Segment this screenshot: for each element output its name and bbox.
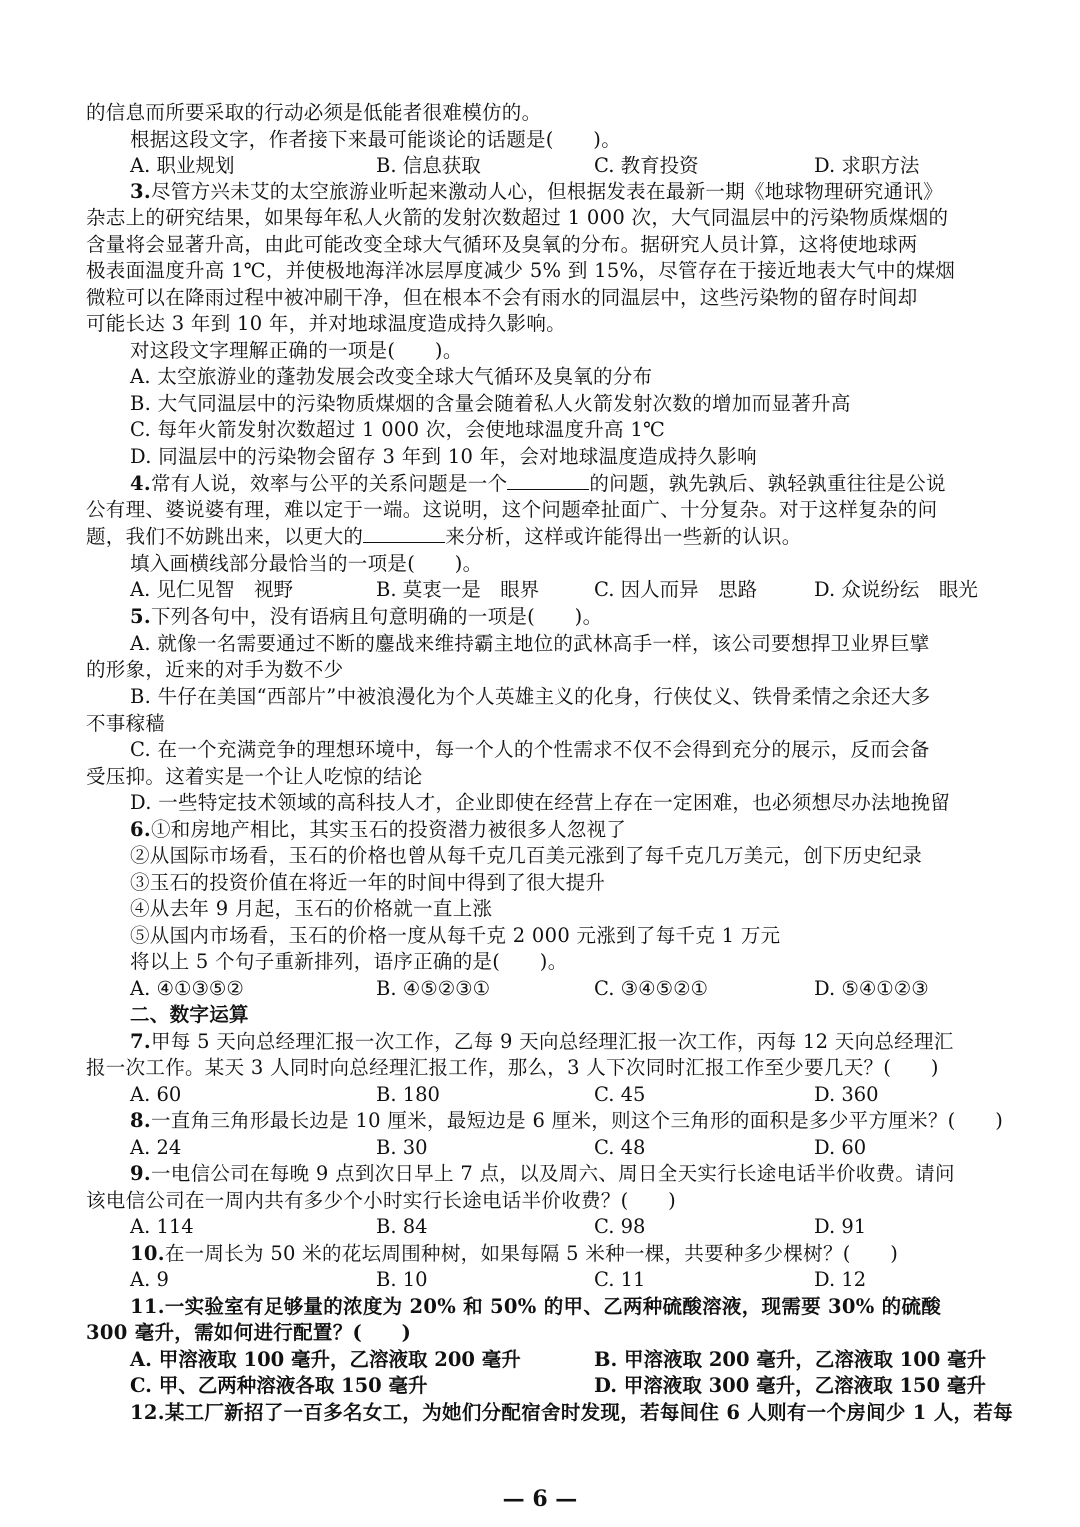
fill-blank-1 <box>507 471 589 490</box>
question-12-line: 12.某工厂新招了一百多名女工，为她们分配宿舍时发现，若每间住 6 人则有一个房间少 1 人，若每 <box>130 1401 1013 1424</box>
paragraph-line: 极表面温度升高 1℃，并使极地海洋冰层厚度减少 5% 到 15%，尽管存在于接近地表大气中的煤烟 <box>86 259 956 282</box>
option-c: C. 11 <box>594 1268 646 1291</box>
option-c-cont: 受压抑。这着实是一个让人吃惊的结论 <box>86 765 423 788</box>
options-row <box>130 1373 998 1399</box>
question-4-line: 4.常有人说，效率与公平的关系问题是一个 的问题，孰先孰后、孰轻孰重往往是公说 <box>130 472 946 495</box>
option-b: B. 84 <box>376 1215 428 1238</box>
options-row <box>130 1347 998 1373</box>
paragraph-line: 300 毫升，需如何进行配置？( ) <box>86 1321 412 1344</box>
option-b-cont: 不事稼穑 <box>86 712 166 735</box>
option-a: A. 9 <box>130 1268 169 1291</box>
page-number: — 6 — <box>502 1486 578 1512</box>
option-c: C. 98 <box>594 1215 646 1238</box>
paragraph-line: 微粒可以在降雨过程中被冲刷干净，但在根本不会有雨水的同温层中，这些污染物的留存时间却 <box>86 286 918 309</box>
options-row <box>130 1082 998 1108</box>
question-7-line: 7.甲每 5 天向总经理汇报一次工作，乙每 9 天向总经理汇报一次工作，丙每 12 天向总经理汇 <box>130 1030 954 1053</box>
question-stem: 将以上 5 个句子重新排列，语序正确的是( )。 <box>130 950 568 973</box>
option-a: A. 见仁见智 视野 <box>130 578 293 601</box>
option-c: C. 45 <box>594 1083 646 1106</box>
paragraph-line: 公有理、婆说婆有理，难以定于一端。这说明，这个问题牵扯面广、十分复杂。对于这样复杂的问 <box>86 498 938 521</box>
options-row <box>130 976 998 1002</box>
paragraph-line: 该电信公司在一周内共有多少个小时实行长途电话半价收费？( ) <box>86 1189 677 1212</box>
option-c: C. 每年火箭发射次数超过 1 000 次，会使地球温度升高 1℃ <box>130 418 666 441</box>
question-9-line: 9.一电信公司在每晚 9 点到次日早上 7 点，以及周六、周日全天实行长途电话半价收费。请问 <box>130 1162 955 1185</box>
option-d: D. 众说纷纭 眼光 <box>814 578 978 601</box>
option-a: A. 太空旅游业的蓬勃发展会改变全球大气循环及臭氧的分布 <box>130 365 653 388</box>
option-a: A. ④①③⑤② <box>130 977 244 1000</box>
sentence-5: ⑤从国内市场看，玉石的价格一度从每千克 2 000 元涨到了每千克 1 万元 <box>130 924 781 947</box>
option-d: D. 同温层中的污染物会留存 3 年到 10 年，会对地球温度造成持久影响 <box>130 445 757 468</box>
options-row <box>130 153 998 179</box>
option-b: B. 30 <box>376 1136 428 1159</box>
question-8-line: 8.一直角三角形最长边是 10 厘米，最短边是 6 厘米，则这个三角形的面积是多少平方厘米？( ) <box>130 1109 1004 1132</box>
option-b: B. ④⑤②③① <box>376 977 491 1000</box>
option-b: B. 180 <box>376 1083 440 1106</box>
option-b: B. 10 <box>376 1268 428 1291</box>
paragraph-line: 的信息而所要采取的行动必须是低能者很难模仿的。 <box>86 101 542 124</box>
option-a: A. 职业规划 <box>130 154 235 177</box>
option-c: C. 甲、乙两种溶液各取 150 毫升 <box>130 1374 428 1397</box>
paragraph-line: 报一次工作。某天 3 人同时向总经理汇报工作，那么，3 人下次同时汇报工作至少要几天？( ) <box>86 1056 939 1079</box>
option-a: A. 114 <box>130 1215 194 1238</box>
question-number: 3. <box>130 180 151 203</box>
paragraph-line: 可能长达 3 年到 10 年，并对地球温度造成持久影响。 <box>86 312 566 335</box>
option-d: D. 一些特定技术领域的高科技人才，企业即使在经营上存在一定困难，也必须想尽办法地挽留 <box>130 791 951 814</box>
option-b: B. 牛仔在美国“西部片”中被浪漫化为个人英雄主义的化身，行侠仗义、铁骨柔情之余还大多 <box>130 685 931 708</box>
question-5-stem: 5.下列各句中，没有语病且句意明确的一项是( )。 <box>130 605 603 628</box>
sentence-2: ②从国际市场看，玉石的价格也曾从每千克几百美元涨到了每千克几万美元，创下历史纪录 <box>130 844 923 867</box>
question-stem: 对这段文字理解正确的一项是( )。 <box>130 339 463 362</box>
option-d: D. 12 <box>814 1268 867 1291</box>
options-row <box>130 1214 998 1240</box>
option-d: D. 求职方法 <box>814 154 920 177</box>
option-d: D. 91 <box>814 1215 867 1238</box>
option-b: B. 信息获取 <box>376 154 481 177</box>
option-a: A. 就像一名需要通过不断的鏖战来维持霸主地位的武林高手一样，该公司要想捍卫业界巨擘 <box>130 632 930 655</box>
option-c: C. 因人而异 思路 <box>594 578 758 601</box>
options-row <box>130 1267 998 1293</box>
option-c: C. 在一个充满竞争的理想环境中，每一个人的个性需求不仅不会得到充分的展示，反而会备 <box>130 738 930 761</box>
option-d: D. 60 <box>814 1136 867 1159</box>
option-d: D. 360 <box>814 1083 879 1106</box>
option-a: A. 24 <box>130 1136 182 1159</box>
paragraph-line: 含量将会显著升高，由此可能改变全球大气循环及臭氧的分布。据研究人员计算，这将使地球两 <box>86 233 918 256</box>
paragraph-line: 题，我们不妨跳出来，以更大的 来分析，这样或许能得出一些新的认识。 <box>86 525 802 548</box>
sentence-4: ④从去年 9 月起，玉石的价格就一直上涨 <box>130 897 493 920</box>
option-c: C. 48 <box>594 1136 646 1159</box>
section-heading: 二、数字运算 <box>130 1003 249 1026</box>
option-c: C. 教育投资 <box>594 154 699 177</box>
option-b: B. 大气同温层中的污染物质煤烟的含量会随着私人火箭发射次数的增加而显著升高 <box>130 392 851 415</box>
question-11-line: 11.一实验室有足够量的浓度为 20% 和 50% 的甲、乙两种硫酸溶液，现需要 30% 的硫酸 <box>130 1295 942 1318</box>
paragraph-line: 杂志上的研究结果，如果每年私人火箭的发射次数超过 1 000 次，大气同温层中的污染物质煤烟的 <box>86 206 949 229</box>
question-3-line: 3.尽管方兴未艾的太空旅游业听起来激动人心，但根据发表在最新一期《地球物理研究通讯》 <box>130 180 943 203</box>
question-stem: 填入画横线部分最恰当的一项是( )。 <box>130 552 483 575</box>
option-d: D. ⑤④①②③ <box>814 977 929 1000</box>
option-a: A. 60 <box>130 1083 182 1106</box>
question-10-line: 10.在一周长为 50 米的花坛周围种树，如果每隔 5 米种一棵，共要种多少棵树？( ) <box>130 1242 899 1265</box>
option-d: D. 甲溶液取 300 毫升，乙溶液取 150 毫升 <box>594 1374 986 1397</box>
question-6-line: 6.①和房地产相比，其实玉石的投资潜力被很多人忽视了 <box>130 818 627 841</box>
options-row <box>130 577 998 603</box>
question-stem: 根据这段文字，作者接下来最可能谈论的话题是( )。 <box>130 128 622 151</box>
option-a-cont: 的形象，近来的对手为数不少 <box>86 658 344 681</box>
option-c: C. ③④⑤②① <box>594 977 709 1000</box>
option-a: A. 甲溶液取 100 毫升，乙溶液取 200 毫升 <box>130 1348 521 1371</box>
sentence-3: ③玉石的投资价值在将近一年的时间中得到了很大提升 <box>130 871 606 894</box>
option-b: B. 甲溶液取 200 毫升，乙溶液取 100 毫升 <box>594 1348 987 1371</box>
options-row <box>130 1135 998 1161</box>
fill-blank-2 <box>363 524 445 543</box>
option-b: B. 莫衷一是 眼界 <box>376 578 540 601</box>
